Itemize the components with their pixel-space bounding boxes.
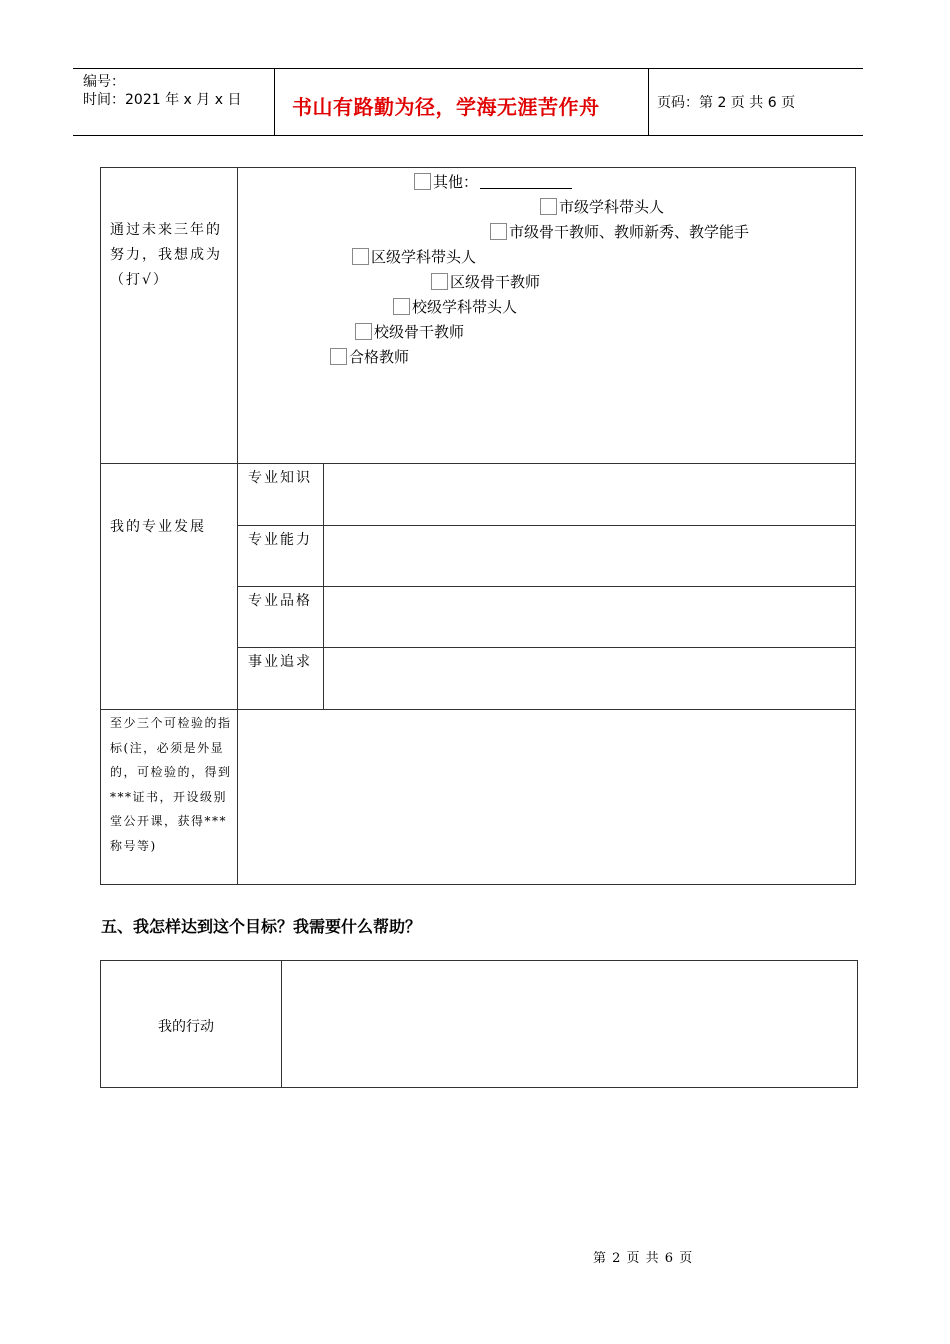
checkbox-icon[interactable] <box>540 198 557 215</box>
dev-item-ability: 专业能力 <box>248 532 312 548</box>
option-school-leader[interactable] <box>393 296 517 317</box>
goal-label: 通过未来三年的努力，我想成为（打√） <box>110 222 222 288</box>
header-bottom-rule <box>73 135 863 136</box>
page-footer: 第 2 页 共 6 页 <box>593 1251 694 1266</box>
option-other[interactable] <box>414 171 572 192</box>
option-qualified-teacher[interactable] <box>330 346 409 367</box>
dev-item-character: 专业品格 <box>248 593 312 609</box>
option-school-backbone[interactable] <box>355 321 464 342</box>
option-label: 其他： <box>433 173 479 191</box>
checkbox-icon[interactable] <box>330 348 347 365</box>
doc-time-label: 时间：2021 年 x 月 x 日 <box>83 92 242 108</box>
header-divider-1 <box>274 68 275 136</box>
knowledge-input-cell[interactable] <box>324 464 855 525</box>
indicator-label: 至少三个可检验的指标(注，必须是外显的，可检验的，得到***证书，开设级别堂公开课，获得***称号等) <box>110 716 232 853</box>
section-5-title: 五、我怎样达到这个目标？我需要什么帮助？ <box>101 917 422 936</box>
option-label: 市级骨干教师、教师新秀、教学能手 <box>509 223 750 241</box>
ability-input-cell[interactable] <box>324 526 855 586</box>
checkbox-icon[interactable] <box>352 248 369 265</box>
header-motto: 书山有路勤为径，学海无涯苦作舟 <box>292 95 600 119</box>
character-input-cell[interactable] <box>324 587 855 647</box>
option-district-leader[interactable] <box>352 246 476 267</box>
other-blank-line[interactable] <box>480 174 572 189</box>
option-city-leader[interactable] <box>540 196 664 217</box>
dev-item-career: 事业追求 <box>248 654 312 670</box>
dev-label: 我的专业发展 <box>110 519 206 535</box>
page-code: 页码：第 2 页 共 6 页 <box>657 95 796 111</box>
action-label: 我的行动 <box>158 1019 214 1035</box>
action-input-cell[interactable] <box>282 961 857 1087</box>
option-label: 校级学科带头人 <box>412 298 518 316</box>
header-top-rule <box>73 68 863 69</box>
header-divider-2 <box>648 68 649 136</box>
option-label: 市级学科带头人 <box>559 198 665 216</box>
option-label: 校级骨干教师 <box>374 323 465 341</box>
career-input-cell[interactable] <box>324 648 855 709</box>
option-label: 合格教师 <box>349 348 410 366</box>
checkbox-icon[interactable] <box>414 173 431 190</box>
checkbox-icon[interactable] <box>490 223 507 240</box>
option-city-backbone[interactable] <box>490 221 749 242</box>
indicator-input-cell[interactable] <box>238 710 855 884</box>
option-label: 区级骨干教师 <box>450 273 541 291</box>
option-district-backbone[interactable] <box>431 271 540 292</box>
option-label: 区级学科带头人 <box>371 248 477 266</box>
checkbox-icon[interactable] <box>393 298 410 315</box>
dev-item-knowledge: 专业知识 <box>248 470 312 486</box>
checkbox-icon[interactable] <box>431 273 448 290</box>
checkbox-icon[interactable] <box>355 323 372 340</box>
doc-number-label: 编号： <box>83 74 125 90</box>
